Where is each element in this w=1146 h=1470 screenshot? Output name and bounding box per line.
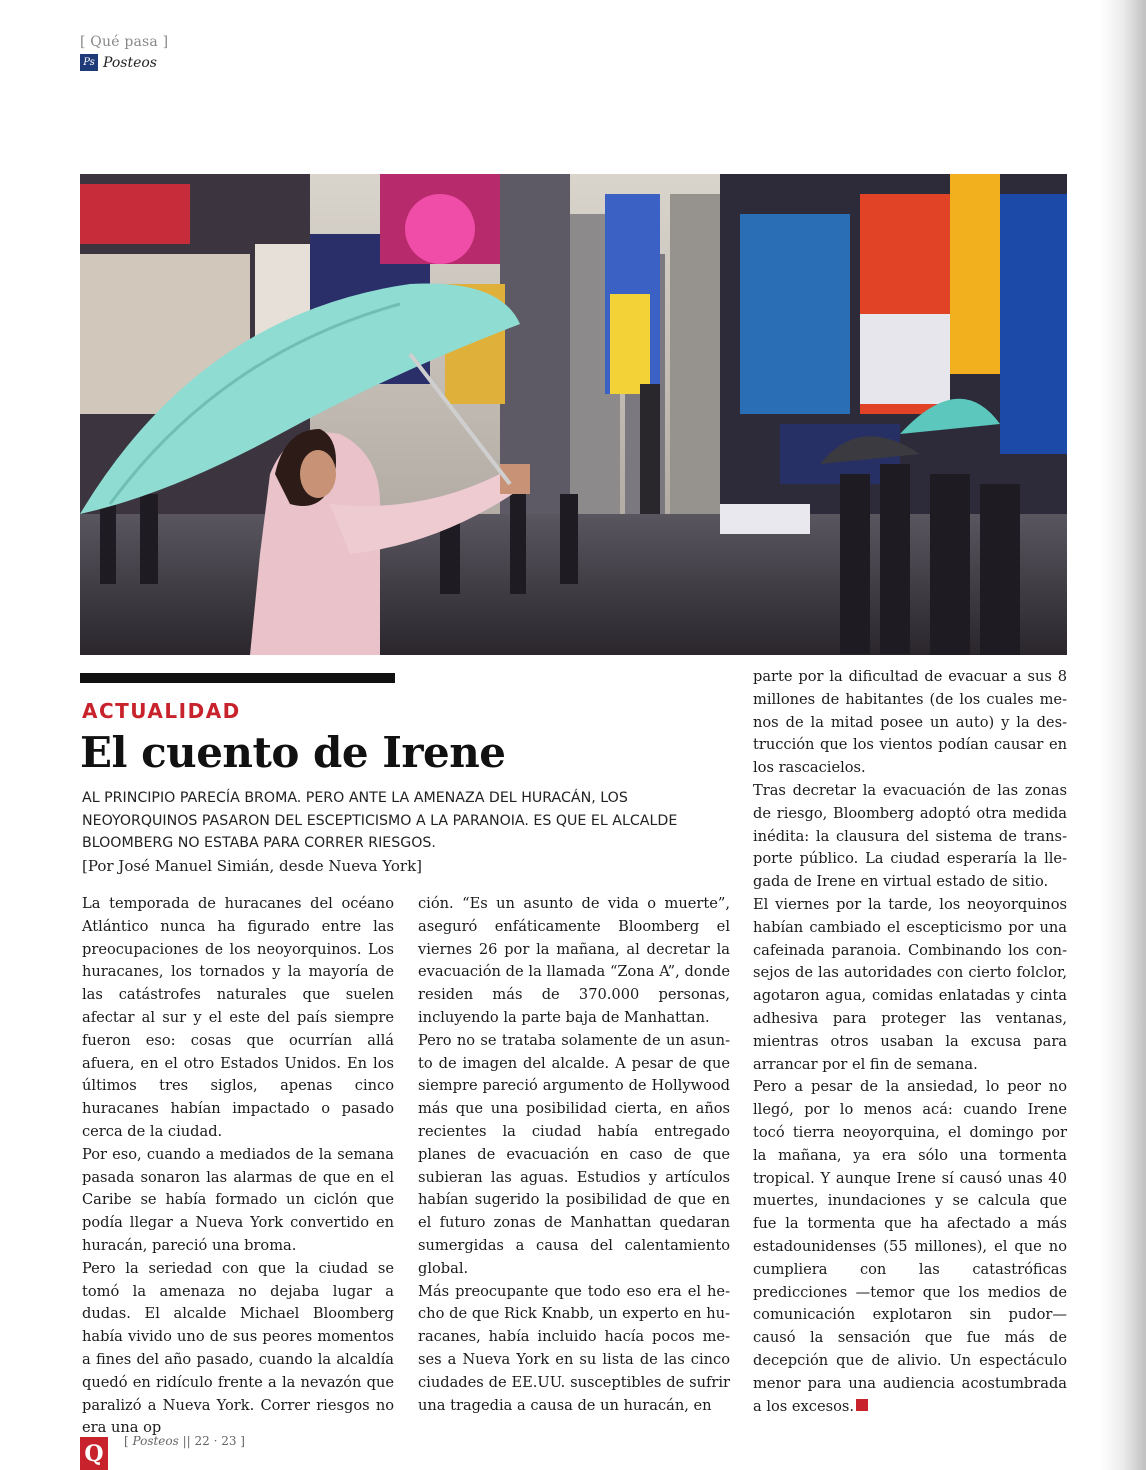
page-folio <box>124 1434 245 1448</box>
article-column-2 <box>418 893 730 1417</box>
paragraph: La temporada de huracanes del océano Atlántico nunca ha figurado entre las preocupaciones de los neoyorquinos. Los huracanes, los tornados y la mayoría de las catástrofes naturales que suelen afectar al sur y el este del país siempre fueron eso: cosas que ocurrían allá afuera, en el otro Estados Unidos. En los últimos tres siglos, apenas cinco huracanes habían impactado o pasado cerca de la ciudad. <box>82 895 394 1140</box>
article-kicker: ACTUALIDAD <box>82 699 241 723</box>
article-byline: [Por José Manuel Simián, desde Nueva York] <box>82 857 423 875</box>
end-of-article-icon <box>856 1399 868 1411</box>
folio-section: Posteos <box>132 1434 179 1448</box>
article-column-3 <box>753 666 1067 1418</box>
section-label: [ Qué pasa ] <box>80 34 169 50</box>
magazine-logo-icon: Q <box>80 1437 108 1470</box>
subsection-row <box>80 54 168 71</box>
paragraph: El viernes por la tarde, los neoyorquinos habían cambiado el escepticismo por una cafeinada paranoia. Combinando los consejos de las autoridades con cierto folclor, agotaron agua, comidas enlatadas y cinta adhesiva para proteger las ventanas, mientras otros usaban la excusa para arrancar por el fin de semana. <box>753 895 1067 1073</box>
paragraph: Más preocupante que todo eso era el hecho de que Rick Knabb, un experto en huracanes, había incluido hacía pocos meses a Nueva York en su lista de las cinco ciudades de EE.UU. susceptibles de sufrir una tragedia a causa de un huracán, en <box>418 1282 730 1414</box>
paragraph: Pero no se trataba solamente de un asunto de imagen del alcalde. A pesar de que siempre pareció argumento de Hollywood más que una posibilidad cierta, en años recientes la ciudad había entregado planes de evacuación en caso de que subieran las aguas. Estudios y artículos habían sugerido la posibilidad de que en el futuro zonas de Manhattan quedaran sumergidas a causa del calentamiento global. <box>418 1031 730 1277</box>
folio-pages: || 22 · 23 ] <box>178 1434 245 1448</box>
folio-open: [ <box>124 1434 133 1448</box>
paragraph: parte por la dificultad de evacuar a sus 8 millones de habitantes (de los cuales menos de la mitad posee un auto) y la destrucción que los vientos podían causar en los rascacielos. <box>753 668 1067 777</box>
hero-photo <box>80 174 1067 655</box>
page-gutter-shadow <box>1100 0 1146 1470</box>
section-header <box>80 34 168 71</box>
headline-rule <box>80 673 395 683</box>
article-column-1 <box>82 893 394 1440</box>
paragraph-text: Pero a pesar de la ansiedad, lo peor no llegó, por lo menos acá: cuando Irene tocó tierra neoyorquina, el domingo por la mañana, ya era sólo una tormenta tropical. Y aunque Irene sí causó unas 40 muertes, inundaciones y se calcula que fue la tormenta que ha afectado a más estadounidenses (55 millones), el que no cumpliera con las catastróficas predicciones —temor que los medios de comunicación explotaron sin pudor— causó la sensación que fue más de decepción que de alivio. Un espectáculo menor para una audiencia acostumbrada a los excesos. <box>753 1078 1067 1415</box>
posteos-badge-icon: Ps <box>80 54 98 71</box>
paragraph: Por eso, cuando a mediados de la semana pasada sonaron las alarmas de que en el Caribe se había formado un ciclón que podía llegar a Nueva York convertido en huracán, pareció una broma. <box>82 1145 394 1254</box>
paragraph <box>753 1076 1067 1418</box>
subsection-label: Posteos <box>103 54 157 71</box>
paragraph: Tras decretar la evacuación de las zonas de riesgo, Bloomberg adoptó otra medida inédita: la clausura del sistema de transporte público. La ciudad esperaría la llegada de Irene en virtual estado de sitio. <box>753 781 1067 891</box>
paragraph: ción. “Es un asunto de vida o muerte”, aseguró enfáticamente Bloomberg el viernes 26 por la mañana, al decretar la evacuación de la llamada “Zona A”, donde residen más de 370.000 personas, incluyendo la parte baja de Manhattan. <box>418 895 730 1026</box>
paragraph: Pero la seriedad con que la ciudad se tomó la amenaza no dejaba lugar a dudas. El alcalde Michael Bloomberg había vivido uno de sus peores momentos a fines del año pasado, cuando la alcaldía quedó en ridículo frente a la nevazón que paralizó a Nueva York. Correr riesgos no era una op <box>82 1259 394 1437</box>
article-title: El cuento de Irene <box>80 728 506 777</box>
article-deck: AL PRINCIPIO PARECÍA BROMA. PERO ANTE LA AMENAZA DEL HURACÁN, LOS NEOYORQUINOS PASARON DEL ESCEPTICISMO A LA PARANOIA. ES QUE EL ALCALDE BLOOMBERG NO ESTABA PARA CORRER RIESGOS. <box>82 790 678 851</box>
